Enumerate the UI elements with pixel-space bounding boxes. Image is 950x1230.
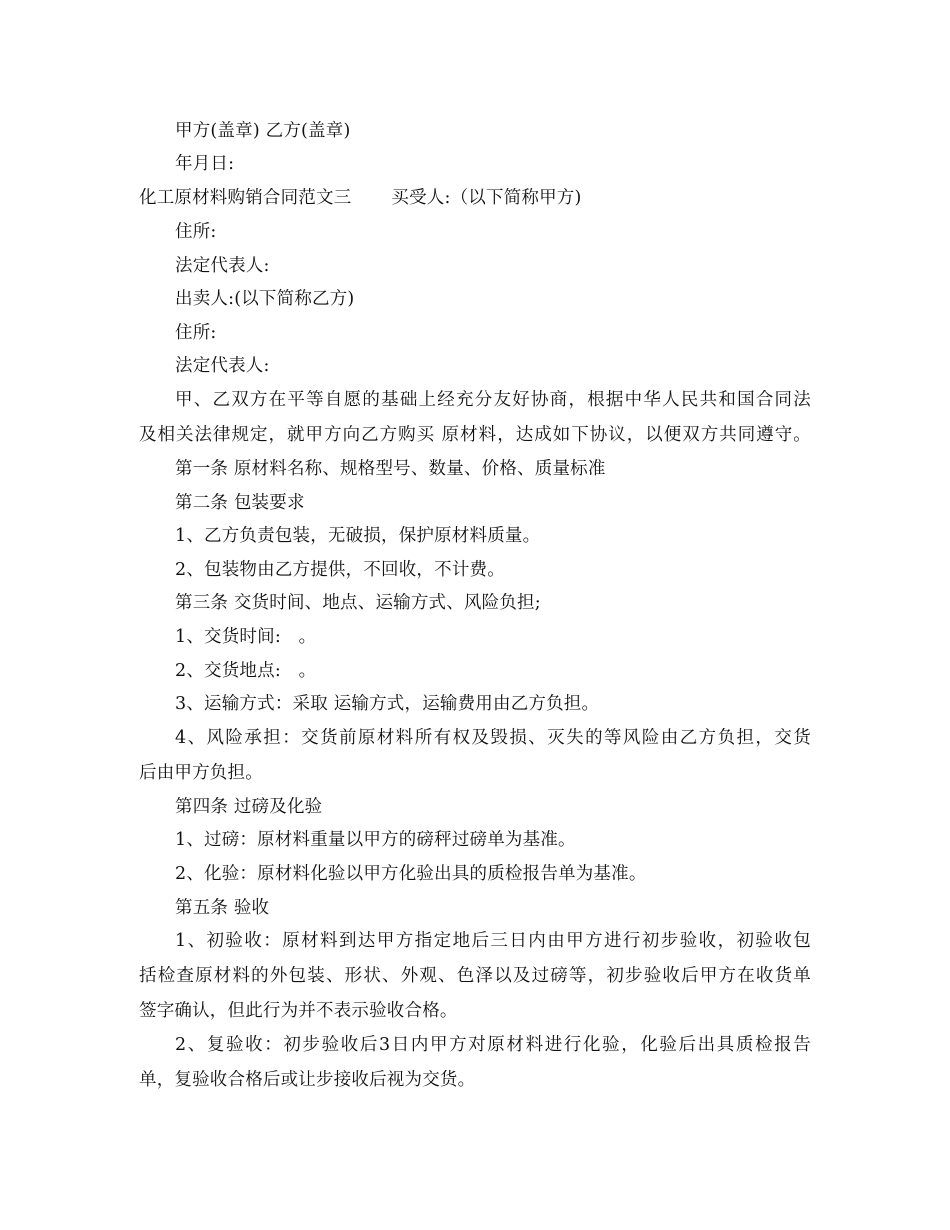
article-3-item-3: 3、运输方式：采取 运输方式，运输费用由乙方负担。 [175, 694, 600, 714]
article-3-item-4-line-2: 后由甲方负担。 [139, 763, 263, 783]
article-5-item-1-line-3: 签字确认，但此行为并不表示验收合格。 [139, 1001, 458, 1021]
seller-label: 出卖人:(以下简称乙方) [175, 289, 355, 309]
date-line: 年月日: [175, 154, 235, 174]
article-2-heading: 第二条 包装要求 [175, 493, 305, 513]
title-buyer-line [139, 187, 829, 209]
seller-address-label: 住所: [175, 323, 217, 343]
article-3-item-2: 2、交货地点: 。 [175, 661, 317, 681]
buyer-label: 买受人:（以下简称甲方) [391, 188, 582, 208]
buyer-representative-label: 法定代表人: [175, 256, 270, 276]
buyer-address-label: 住所: [175, 222, 217, 242]
signature-line: 甲方(盖章) 乙方(盖章) [175, 121, 351, 141]
article-3-heading: 第三条 交货时间、地点、运输方式、风险负担; [175, 593, 541, 613]
article-4-item-2: 2、化验：原材料化验以甲方化验出具的质检报告单为基准。 [175, 864, 647, 884]
article-4-heading: 第四条 过磅及化验 [175, 797, 323, 817]
article-5-heading: 第五条 验收 [175, 898, 270, 918]
seller-representative-label: 法定代表人: [175, 356, 270, 376]
article-4-item-1: 1、过磅：原材料重量以甲方的磅秤过磅单为基准。 [175, 830, 576, 850]
article-3-item-1: 1、交货时间: 。 [175, 627, 317, 647]
article-1-heading: 第一条 原材料名称、规格型号、数量、价格、质量标准 [175, 459, 606, 479]
article-2-item-2: 2、包装物由乙方提供，不回收，不计费。 [175, 560, 505, 580]
article-5-item-2-line-1: 2、复验收：初步验收后3日内甲方对原材料进行化验，化验后出具质检报告 [175, 1035, 811, 1055]
article-3-item-4-line-1: 4、风险承担：交货前原材料所有权及毁损、灭失的等风险由乙方负担，交货 [175, 728, 811, 748]
article-5-item-2-line-2: 单，复验收合格后或让步接收后视为交货。 [139, 1070, 476, 1090]
article-2-item-1: 1、乙方负责包装，无破损，保护原材料质量。 [175, 526, 541, 546]
preamble-line-2: 及相关法律规定，就甲方向乙方购买 原材料，达成如下协议，以便双方共同遵守。 [139, 425, 811, 445]
article-5-item-1-line-1: 1、初验收：原材料到达甲方指定地后三日内由甲方进行初步验收，初验收包 [175, 931, 811, 951]
preamble-line-1: 甲、乙双方在平等自愿的基础上经充分友好协商，根据中华人民共和国合同法 [175, 390, 811, 410]
document-title: 化工原材料购销合同范文三 [139, 188, 352, 208]
article-5-item-1-line-2: 括检查原材料的外包装、形状、外观、色泽以及过磅等，初步验收后甲方在收货单 [139, 966, 811, 986]
